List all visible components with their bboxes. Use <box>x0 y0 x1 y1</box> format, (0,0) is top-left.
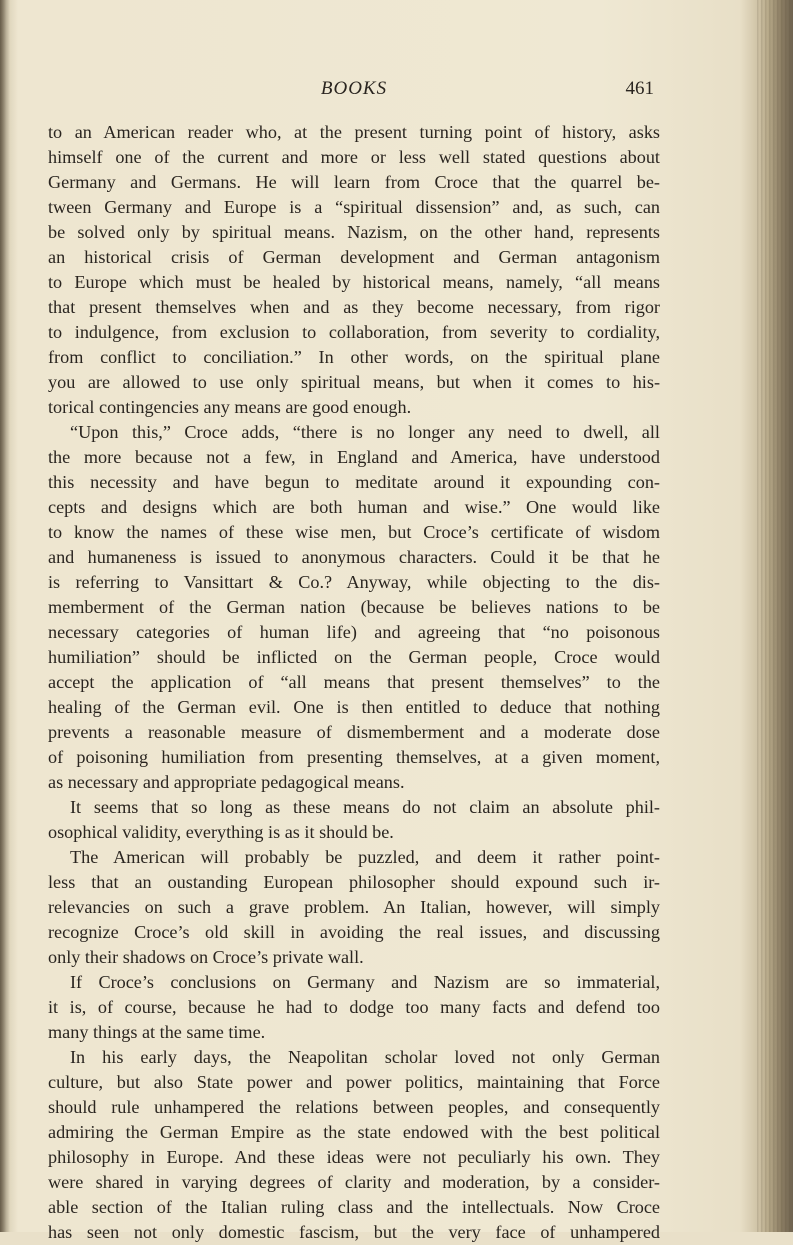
text-line: The American will probably be puzzled, and deem it rather point- <box>70 847 660 867</box>
text-line: and humaneness is issued to anonymous characters. Could it be that he <box>48 547 660 567</box>
text-line: be solved only by spiritual means. Nazism, on the other hand, represents <box>48 222 660 242</box>
text-line: to indulgence, from exclusion to collaboration, from severity to cordiality, <box>48 322 660 342</box>
page-edges <box>757 0 793 1232</box>
text-line: In his early days, the Neapolitan scholar loved not only German <box>70 1047 660 1067</box>
text-line: relevancies on such a grave problem. An Italian, however, will simply <box>48 897 660 917</box>
text-line: as necessary and appropriate pedagogical means. <box>48 772 405 792</box>
running-header <box>48 78 660 104</box>
text-line: recognize Croce’s old skill in avoiding the real issues, and discussing <box>48 922 660 942</box>
body-text <box>48 120 660 1245</box>
text-line: able section of the Italian ruling class and the intellectuals. Now Croce <box>48 1197 660 1217</box>
running-title: BOOKS <box>320 78 388 99</box>
text-line: Germany and Germans. He will learn from Croce that the quarrel be- <box>48 172 660 192</box>
text-line: necessary categories of human life) and agreeing that “no poisonous <box>48 622 660 642</box>
text-line: has seen not only domestic fascism, but the very face of unhampered <box>48 1222 660 1242</box>
spine-shadow <box>0 0 10 1232</box>
text-line: cepts and designs which are both human and wise.” One would like <box>48 497 660 517</box>
text-line: less that an oustanding European philosopher should expound such ir- <box>48 872 660 892</box>
text-line: healing of the German evil. One is then entitled to deduce that nothing <box>48 697 660 717</box>
text-line: from conflict to conciliation.” In other words, on the spiritual plane <box>48 347 660 367</box>
text-line: to Europe which must be healed by historical means, namely, “all means <box>48 272 660 292</box>
text-line: many things at the same time. <box>48 1022 266 1042</box>
text-line: osophical validity, everything is as it should be. <box>48 822 394 842</box>
text-line: an historical crisis of German development and German antagonism <box>48 247 660 267</box>
text-line: himself one of the current and more or less well stated questions about <box>48 147 660 167</box>
text-line: It seems that so long as these means do not claim an absolute phil- <box>70 797 660 817</box>
text-line: prevents a reasonable measure of dismemberment and a moderate dose <box>48 722 660 742</box>
text-line: only their shadows on Croce’s private wall. <box>48 947 364 967</box>
text-line: admiring the German Empire as the state endowed with the best political <box>48 1122 660 1142</box>
text-line: it is, of course, because he had to dodge too many facts and defend too <box>48 997 660 1017</box>
text-line: torical contingencies any means are good enough. <box>48 397 412 417</box>
text-line: memberment of the German nation (because be believes nations to be <box>48 597 660 617</box>
text-line: “Upon this,” Croce adds, “there is no longer any need to dwell, all <box>70 422 660 442</box>
text-line: to an American reader who, at the present turning point of history, asks <box>48 122 660 142</box>
text-line: the more because not a few, in England and America, have understood <box>48 447 660 467</box>
text-line: you are allowed to use only spiritual means, but when it comes to his- <box>48 372 660 392</box>
text-line: philosophy in Europe. And these ideas were not peculiarly his own. They <box>48 1147 660 1167</box>
text-line: that present themselves when and as they become necessary, from rigor <box>48 297 660 317</box>
text-line: is referring to Vansittart & Co.? Anyway, while objecting to the dis- <box>48 572 660 592</box>
text-line: should rule unhampered the relations between peoples, and consequently <box>48 1097 660 1117</box>
text-line: If Croce’s conclusions on Germany and Nazism are so immaterial, <box>70 972 660 992</box>
text-line: to know the names of these wise men, but Croce’s certificate of wisdom <box>48 522 660 542</box>
text-line: culture, but also State power and power politics, maintaining that Force <box>48 1072 660 1092</box>
text-line: this necessity and have begun to meditate around it expounding con- <box>48 472 660 492</box>
text-line: tween Germany and Europe is a “spiritual dissension” and, as such, can <box>48 197 660 217</box>
text-line: of poisoning humiliation from presenting themselves, at a given moment, <box>48 747 660 767</box>
text-line: humiliation” should be inflicted on the German people, Croce would <box>48 647 660 667</box>
text-line: were shared in varying degrees of clarity and moderation, by a consider- <box>48 1172 660 1192</box>
page-number: 461 <box>625 78 654 99</box>
text-line: accept the application of “all means that present themselves” to the <box>48 672 660 692</box>
